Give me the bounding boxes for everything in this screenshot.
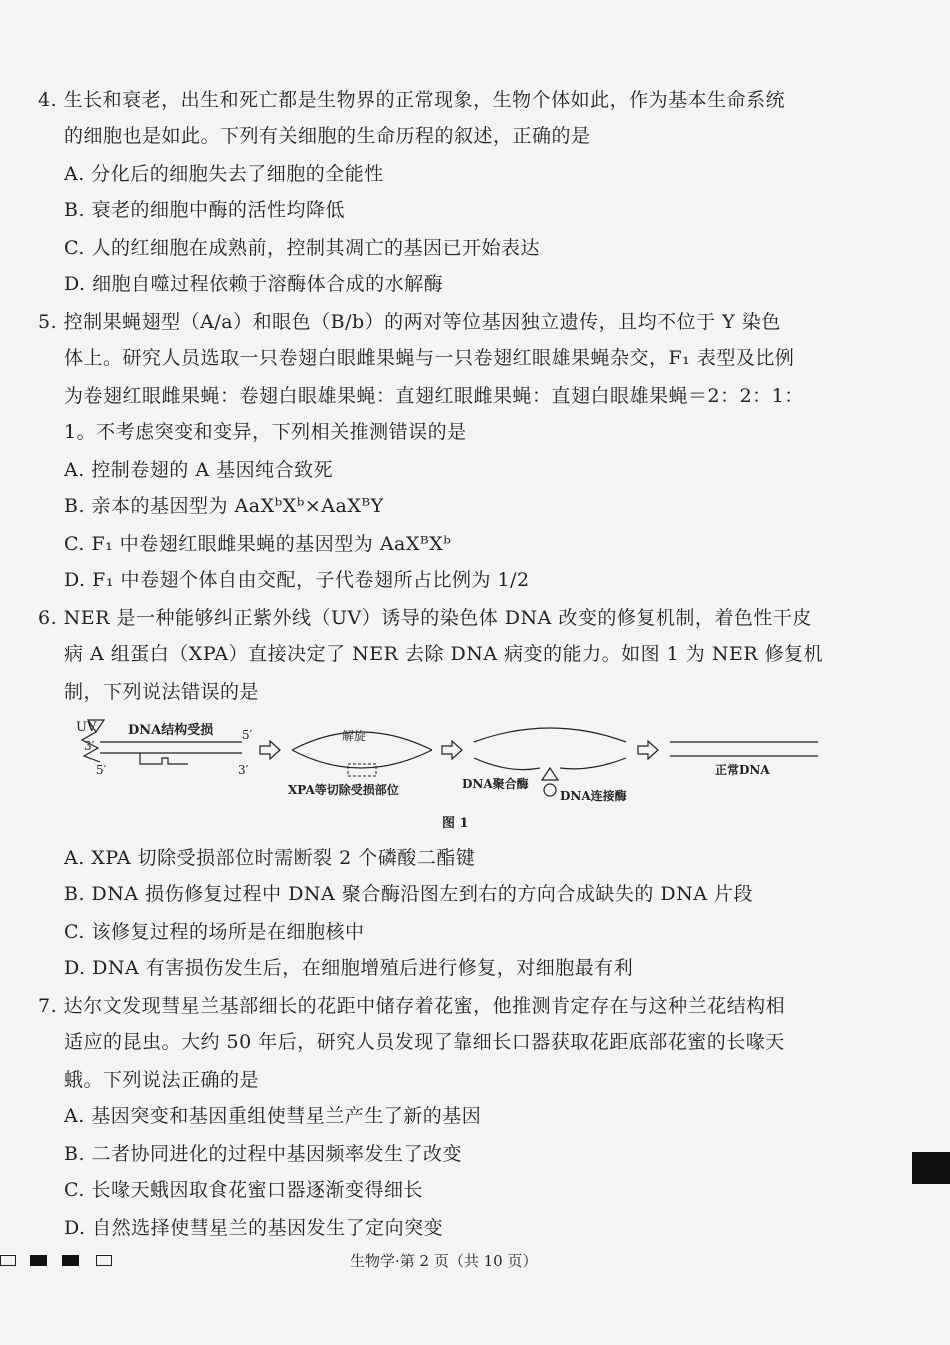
gap-bottom-strand-left xyxy=(474,758,540,770)
q5-stem-line-1: 5. 控制果蝇翅型（A/a）和眼色（B/b）的两对等位基因独立遗传，且均不位于 Y 染色 xyxy=(38,311,781,333)
q5-stem-line-4: 1。不考虑突变和变异，下列相关推测错误的是 xyxy=(64,421,467,443)
uv-label: UV xyxy=(76,720,97,735)
excised-segment xyxy=(348,764,376,776)
page-number: 生物学·第 2 页（共 10 页） xyxy=(350,1252,538,1270)
bubble-bottom-strand xyxy=(292,750,432,768)
q6-stem-line-2: 病 A 组蛋白（XPA）直接决定了 NER 去除 DNA 病变的能力。如图 1 为 NER 修复机 xyxy=(64,643,824,665)
ner-diagram xyxy=(70,712,850,812)
q7-option-c: C. 长喙天蛾因取食花蜜口器逐渐变得细长 xyxy=(64,1179,423,1201)
footer-mark-empty-icon xyxy=(96,1255,112,1266)
q7-option-a: A. 基因突变和基因重组使彗星兰产生了新的基因 xyxy=(64,1105,482,1127)
q6-stem-line-1: 6. NER 是一种能够纠正紫外线（UV）诱导的染色体 DNA 改变的修复机制，着色性干皮 xyxy=(38,607,812,629)
q7-stem-line-3: 蛾。下列说法正确的是 xyxy=(64,1069,260,1091)
q6-option-d: D. DNA 有害损伤发生后，在细胞增殖后进行修复，对细胞最有利 xyxy=(64,957,634,979)
ligase-label: DNA连接酶 xyxy=(560,789,627,803)
q4-option-a: A. 分化后的细胞失去了细胞的全能性 xyxy=(64,163,384,185)
end-5-top: 5′ xyxy=(242,728,253,742)
q6-stem-line-3: 制，下列说法错误的是 xyxy=(64,681,260,703)
normal-dna-label: 正常DNA xyxy=(715,763,770,777)
damage-lesion xyxy=(140,753,188,764)
gap-top-strand xyxy=(474,728,626,742)
q7-stem-line-2: 适应的昆虫。大约 50 年后，研究人员发现了靠细长口器获取花距底部花蜜的长喙天 xyxy=(64,1031,785,1053)
edge-marker xyxy=(912,1152,950,1184)
q4-stem-line-1: 4. 生长和衰老，出生和死亡都是生物界的正常现象，生物个体如此，作为基本生命系统 xyxy=(38,89,786,111)
unwind-label: 解旋 xyxy=(342,729,367,743)
q5-option-b: B. 亲本的基因型为 AaXᵇXᵇ×AaXᴮY xyxy=(64,495,384,517)
xpa-label: XPA等切除受损部位 xyxy=(288,783,399,797)
footer-mark-filled-icon xyxy=(30,1255,47,1266)
footer-mark-empty-icon xyxy=(0,1255,16,1266)
q5-stem-line-3: 为卷翅红眼雌果蝇：卷翅白眼雄果蝇：直翅红眼雌果蝇：直翅白眼雄果蝇＝2：2：1： xyxy=(64,385,804,407)
q4-option-c: C. 人的红细胞在成熟前，控制其凋亡的基因已开始表达 xyxy=(64,237,540,259)
arrow-2-icon xyxy=(442,741,462,759)
arrow-3-icon xyxy=(638,741,658,759)
q4-option-b: B. 衰老的细胞中酶的活性均降低 xyxy=(64,199,346,221)
footer-mark-filled-icon xyxy=(62,1255,79,1266)
q4-option-d: D. 细胞自噬过程依赖于溶酶体合成的水解酶 xyxy=(64,273,444,295)
q6-option-a: A. XPA 切除受损部位时需断裂 2 个磷酸二酯键 xyxy=(64,847,476,869)
q7-option-d: D. 自然选择使彗星兰的基因发生了定向突变 xyxy=(64,1217,444,1239)
q6-option-c: C. 该修复过程的场所是在细胞核中 xyxy=(64,921,365,943)
end-5-bottom: 5′ xyxy=(96,763,107,777)
page-footer xyxy=(0,1250,950,1274)
ligase-icon xyxy=(544,784,556,796)
gap-bottom-strand-right xyxy=(560,758,626,769)
q4-stem-line-2: 的细胞也是如此。下列有关细胞的生命历程的叙述，正确的是 xyxy=(64,125,591,147)
polymerase-icon xyxy=(542,768,558,780)
damage-label: DNA结构受损 xyxy=(128,723,214,738)
q5-option-c: C. F₁ 中卷翅红眼雌果蝇的基因型为 AaXᴮXᵇ xyxy=(64,533,452,555)
arrow-1-icon xyxy=(260,741,280,759)
end-3-top: 3′ xyxy=(84,739,95,753)
q7-stem-line-1: 7. 达尔文发现彗星兰基部细长的花距中储存着花蜜，他推测肯定存在与这种兰花结构相 xyxy=(38,995,786,1017)
polymerase-label: DNA聚合酶 xyxy=(462,777,529,791)
q6-option-b: B. DNA 损伤修复过程中 DNA 聚合酶沿图左到右的方向合成缺失的 DNA 片段 xyxy=(64,883,753,905)
q5-option-a: A. 控制卷翅的 A 基因纯合致死 xyxy=(64,459,334,481)
end-3-bottom: 3′ xyxy=(238,763,249,777)
figure-caption: 图 1 xyxy=(442,816,469,831)
q5-stem-line-2: 体上。研究人员选取一只卷翅白眼雌果蝇与一只卷翅红眼雄果蝇杂交，F₁ 表型及比例 xyxy=(64,347,795,369)
q7-option-b: B. 二者协同进化的过程中基因频率发生了改变 xyxy=(64,1143,463,1165)
q5-option-d: D. F₁ 中卷翅个体自由交配，子代卷翅所占比例为 1/2 xyxy=(64,569,530,591)
